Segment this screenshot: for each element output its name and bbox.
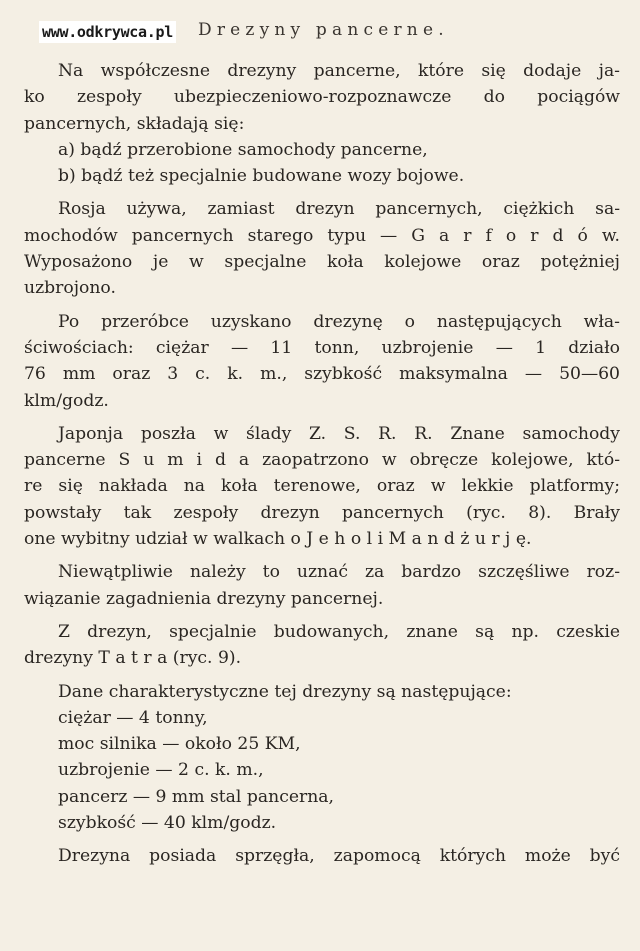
text-line: klm/godz. (24, 390, 109, 411)
paragraph (24, 679, 620, 837)
text-line: uzbrojenie — 2 c. k. m., (58, 760, 264, 781)
text-line: 76 mm oraz 3 c. k. m., szybkość maksymalna — 50—60 (24, 364, 620, 385)
watermark: www.odkrywca.pl (39, 21, 176, 43)
page-heading: Drezyny pancerne. (198, 20, 449, 40)
text-line: mochodów pancernych starego typu — G a r f o r d ó w. (24, 225, 620, 246)
text-line: powstały tak zespoły drezyn pancernych (ryc. 8). Brały (24, 502, 620, 523)
paragraph (24, 559, 620, 612)
text-line: Z drezyn, specjalnie budowanych, znane są np. czeskie (58, 621, 620, 642)
paragraph (24, 421, 620, 552)
paragraph (24, 619, 620, 672)
text-line: Dane charakterystyczne tej drezyny są następujące: (58, 681, 512, 702)
text-line: wiązanie zagadnienia drezyny pancernej. (24, 588, 384, 609)
text-line: b) bądź też specjalnie budowane wozy bojowe. (58, 166, 465, 187)
text-line: Drezyna posiada sprzęgła, zapomocą których może być (58, 846, 620, 867)
text-line: szybkość — 40 klm/godz. (58, 813, 277, 834)
text-line: pancernych, składają się: (24, 113, 245, 134)
text-line: ściwościach: ciężar — 11 tonn, uzbrojenie — 1 działo (24, 337, 620, 358)
text-line: pancerne S u m i d a zaopatrzono w obręcze kolejowe, któ- (24, 450, 620, 471)
paragraph (24, 309, 620, 414)
text-line: re się nakłada na koła terenowe, oraz w lekkie platformy; (24, 476, 620, 497)
paragraph (24, 58, 620, 189)
paragraph (24, 196, 620, 301)
text-line: ciężar — 4 tonny, (58, 707, 208, 728)
text-line: drezyny T a t r a (ryc. 9). (24, 648, 242, 669)
text-line: Na współczesne drezyny pancerne, które się dodaje ja- (58, 61, 620, 81)
text-line: uzbrojono. (24, 278, 116, 299)
text-line: a) bądź przerobione samochody pancerne, (58, 139, 428, 160)
text-line: pancerz — 9 mm stal pancerna, (58, 786, 335, 807)
text-line: Wyposażono je w specjalne koła kolejowe oraz potężniej (24, 252, 620, 273)
text-line: Po przeróbce uzyskano drezynę o następujących wła- (58, 311, 620, 332)
page-body (24, 58, 620, 870)
paragraph (24, 843, 620, 869)
text-line: moc silnika — około 25 KM, (58, 734, 301, 755)
text-line: ko zespoły ubezpieczeniowo-rozpoznawcze do pociągów (24, 87, 620, 108)
text-line: Rosja używa, zamiast drezyn pancernych, ciężkich sa- (58, 199, 620, 220)
text-line: Niewątpliwie należy to uznać za bardzo szczęśliwe roz- (58, 562, 620, 583)
text-line: one wybitny udział w walkach o J e h o l i M a n d ż u r j ę. (24, 529, 532, 550)
text-line: Japonja poszła w ślady Z. S. R. R. Znane samochody (58, 423, 620, 444)
